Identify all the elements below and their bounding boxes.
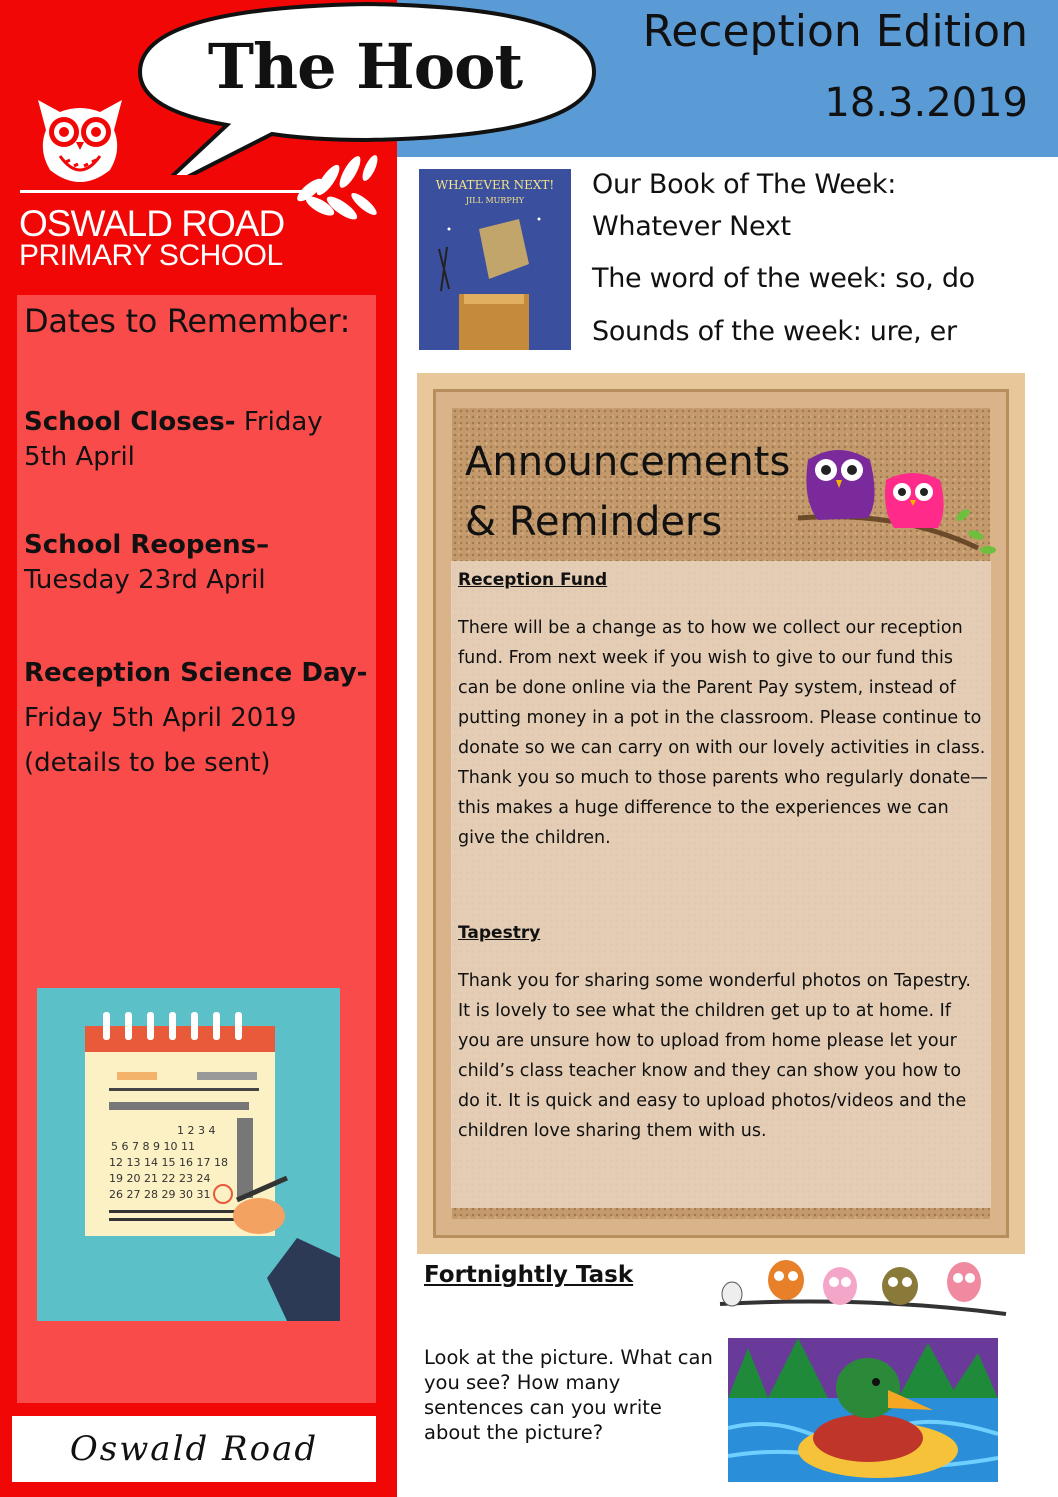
tapestry-heading: Tapestry xyxy=(458,923,541,943)
school-name xyxy=(19,203,285,272)
calendar-row: 19 20 21 22 23 24 xyxy=(109,1172,211,1185)
book-of-week-value: Whatever Next xyxy=(592,211,791,242)
duck-painting-image xyxy=(728,1338,998,1482)
date-entry-science-day xyxy=(24,651,374,786)
calendar-row: 12 13 14 15 16 17 18 xyxy=(109,1156,228,1169)
logo-divider xyxy=(20,190,305,193)
reception-fund-body: There will be a change as to how we collect our reception fund. From next week if you wish to give to our fund this can be done online via the Parent Pay system, instead of putting money in a pot in the classroom. Please continue to donate so we can carry on with our lovely activities in class. Thank you so much to those parents who regularly donate—this makes a huge difference to the experiences we can give the children. xyxy=(458,618,988,848)
edition-title: Reception Edition xyxy=(642,6,1028,57)
owl-logo-icon xyxy=(30,90,130,200)
sounds-of-week: Sounds of the week: ure, er xyxy=(592,316,957,347)
fortnightly-task-body: Look at the picture. What can you see? How many sentences can you write about the picture? xyxy=(424,1346,713,1444)
book-of-week-label: Our Book of The Week: xyxy=(592,169,897,200)
date-label: School Closes- xyxy=(24,407,236,437)
tapestry-body: Thank you for sharing some wonderful photos on Tapestry. It is lovely to see what the children get up to at home. If you are unsure how to upload from home please let your child’s class teacher know and they can show you how to do it. It is quick and easy to upload photos/videos and the children love sharing them with us. xyxy=(458,971,971,1141)
date-note: (details to be sent) xyxy=(24,748,271,778)
owls-row-icon xyxy=(716,1256,1010,1320)
calendar-row: 5 6 7 8 9 10 11 xyxy=(111,1140,195,1153)
date-value: Tuesday 23rd April xyxy=(24,565,266,595)
school-name-line2: PRIMARY SCHOOL xyxy=(19,239,283,272)
calendar-row: 1 2 3 4 xyxy=(177,1124,216,1137)
date-value: Friday 5th April xyxy=(24,407,323,472)
announcements-title xyxy=(465,432,790,552)
owls-on-branch-icon xyxy=(798,440,998,565)
calendar-illustration xyxy=(37,988,340,1321)
date-entry-reopens xyxy=(24,528,364,598)
fortnightly-task-title: Fortnightly Task xyxy=(424,1262,634,1288)
date-label: Reception Science Day- xyxy=(24,658,368,688)
newsletter-title: The Hoot xyxy=(207,30,523,103)
dates-heading: Dates to Remember: xyxy=(24,302,351,340)
school-name-line1: OSWALD ROAD xyxy=(19,203,285,244)
announcements-title-line2: & Reminders xyxy=(465,499,723,545)
word-of-week: The word of the week: so, do xyxy=(592,263,975,294)
book-cover-author: JILL MURPHY xyxy=(465,196,525,205)
book-cover-image xyxy=(419,169,571,350)
date-label: School Reopens– xyxy=(24,530,270,560)
announcements-title-line1: Announcements xyxy=(465,439,791,485)
book-cover-title: WHATEVER NEXT! xyxy=(435,178,555,192)
footer-box xyxy=(12,1416,376,1482)
date-entry-closes xyxy=(24,405,364,475)
footer-text: Oswald Road xyxy=(69,1429,319,1469)
reception-fund-heading: Reception Fund xyxy=(458,570,608,590)
date-value: Friday 5th April 2019 xyxy=(24,703,297,733)
edition-date: 18.3.2019 xyxy=(824,80,1028,126)
calendar-row: 26 27 28 29 30 31 xyxy=(109,1188,211,1201)
